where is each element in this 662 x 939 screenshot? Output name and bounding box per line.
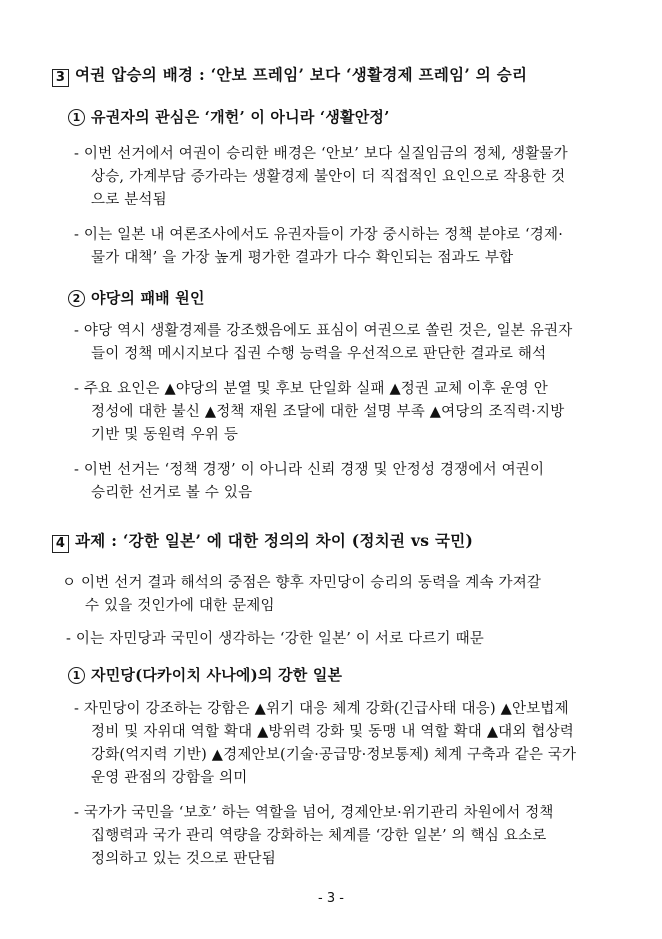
page-number: - 3 - bbox=[318, 891, 344, 906]
circled-number: 2 bbox=[68, 290, 85, 307]
subsection-title: 자민당(다카이치 사나에)의 강한 일본 bbox=[91, 666, 343, 684]
subsection-title: 유권자의 관심은 ‘개헌’ 이 아니라 ‘생활안정’ bbox=[91, 108, 390, 126]
bullet-line: ㅇ 이번 선거 결과 해석의 중점은 향후 자민당이 승리의 동력을 계속 가져갈 bbox=[62, 575, 542, 591]
paragraph-line: - 국가가 국민을 ‘보호’ 하는 역할을 넘어, 경제안보·위기관리 차원에서 정책 bbox=[74, 805, 554, 821]
paragraph-line: 물가 대책’ 을 가장 높게 평가한 결과가 다수 확인되는 점과도 부합 bbox=[91, 250, 514, 266]
paragraph-line: 정비 및 자위대 역할 확대 ▲방위력 강화 및 동맹 내 역할 확대 ▲대외 협상력 bbox=[91, 724, 575, 740]
paragraph-line: 상승, 가계부담 증가라는 생활경제 불안이 더 직접적인 요인으로 작용한 것 bbox=[91, 169, 566, 185]
section-number-box: 3 bbox=[52, 69, 69, 87]
section-3-heading bbox=[52, 66, 527, 87]
paragraph-line: 들이 정책 메시지보다 집권 수행 능력을 우선적으로 판단한 결과로 해석 bbox=[91, 346, 547, 362]
section-title: 여권 압승의 배경 : ‘안보 프레임’ 보다 ‘생활경제 프레임’ 의 승리 bbox=[75, 65, 528, 84]
paragraph-line: - 주요 요인은 ▲야당의 분열 및 후보 단일화 실패 ▲정권 교체 이후 운영 안 bbox=[74, 381, 548, 397]
subsection-heading bbox=[68, 108, 390, 126]
paragraph-line: 으로 분석됨 bbox=[91, 192, 167, 208]
paragraph-line: 정성에 대한 불신 ▲정책 재원 조달에 대한 설명 부족 ▲여당의 조직력·지방 bbox=[91, 404, 565, 420]
paragraph-line: 기반 및 동원력 우위 등 bbox=[91, 427, 239, 443]
paragraph-line: - 자민당이 강조하는 강함은 ▲위기 대응 체계 강화(긴급사태 대응) ▲안보법제 bbox=[74, 701, 569, 717]
subsection-title: 야당의 패배 원인 bbox=[91, 289, 205, 307]
subsection-heading bbox=[68, 666, 342, 684]
paragraph-line: - 이번 선거에서 여권이 승리한 배경은 ‘안보’ 보다 실질임금의 정체, 생활물가 bbox=[74, 146, 568, 162]
section-title: 과제 : ‘강한 일본’ 에 대한 정의의 차이 (정치권 vs 국민) bbox=[75, 531, 474, 550]
paragraph-line: - 이번 선거는 ‘정책 경쟁’ 이 아니라 신뢰 경쟁 및 안정성 경쟁에서 여권이 bbox=[74, 462, 545, 478]
paragraph-line: 집행력과 국가 관리 역량을 강화하는 체계를 ‘강한 일본’ 의 핵심 요소로 bbox=[91, 828, 547, 844]
bullet-line: 수 있을 것인가에 대한 문제임 bbox=[85, 598, 275, 614]
paragraph-line: 운영 관점의 강함을 의미 bbox=[91, 770, 248, 786]
circled-number: 1 bbox=[68, 109, 85, 126]
section-number-box: 4 bbox=[52, 535, 69, 553]
circled-number: 1 bbox=[68, 667, 85, 684]
section-4-heading bbox=[52, 532, 473, 553]
dash-line: - 이는 자민당과 국민이 생각하는 ‘강한 일본’ 이 서로 다르기 때문 bbox=[66, 631, 484, 647]
paragraph-line: 강화(억지력 기반) ▲경제안보(기술·공급망·정보통제) 체계 구축과 같은 국가 bbox=[91, 747, 577, 763]
paragraph-line: 정의하고 있는 것으로 판단됨 bbox=[91, 851, 276, 867]
paragraph-line: - 이는 일본 내 여론조사에서도 유권자들이 가장 중시하는 정책 분야로 ‘경제· bbox=[74, 227, 564, 243]
subsection-heading bbox=[68, 289, 205, 307]
paragraph-line: 승리한 선거로 볼 수 있음 bbox=[91, 485, 253, 501]
paragraph-line: - 야당 역시 생활경제를 강조했음에도 표심이 여권으로 쏠린 것은, 일본 유권자 bbox=[74, 323, 573, 339]
